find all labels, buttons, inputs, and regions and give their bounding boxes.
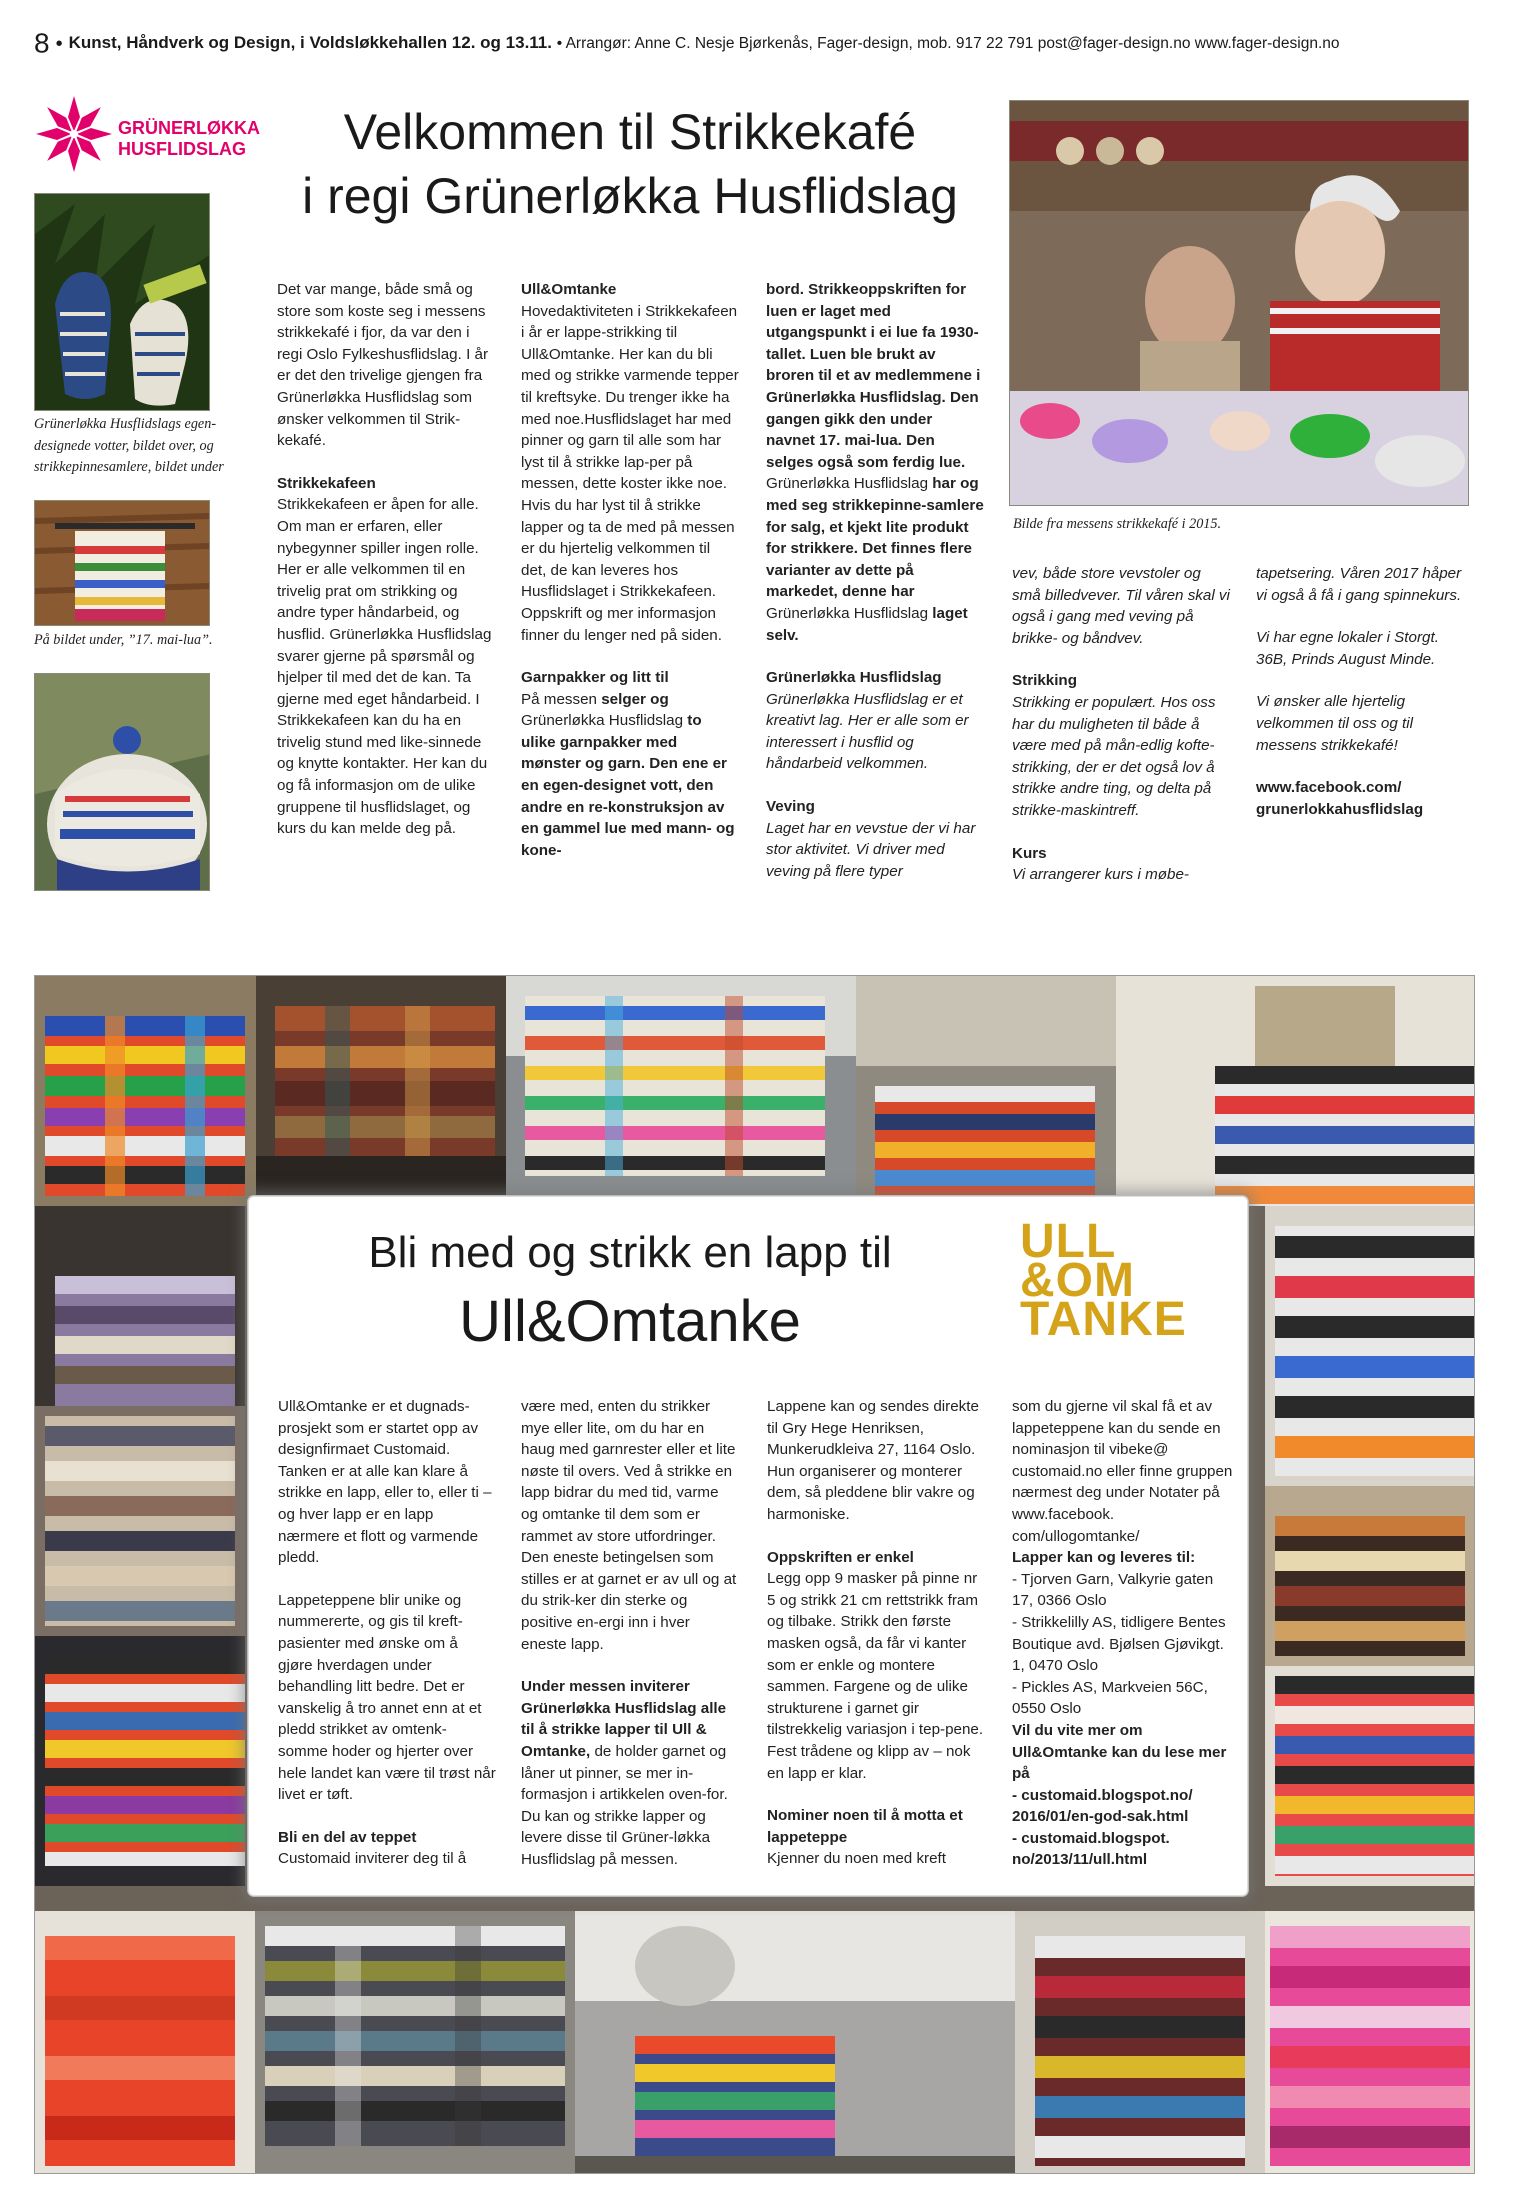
col3-text-b: Grünerløkka Husflidslag (766, 475, 933, 493)
col5-body-1: tapetsering. Våren 2017 håper vi også å få i gang spinnekurs. (1256, 565, 1462, 604)
col3-body-2: Grünerløkka Husflidslag er et kreativt lag. Her er alle som er interessert i husflid og håndarbeid velkommen. (766, 690, 969, 773)
col1-body: Strikkekafeen er åpen for alle. Om man er erfaren, eller nybegynner spiller ingen rolle. Her er alle velkommen til en trivelig prat om strikking og andre typer håndarbeid, og husflid. Grünerløkka Husflidslag svarer gjerne på spørsmål og hjelper til med det de kan. Ta gjerne med eget håndarbeid. I Strikkekafeen kan du ha en trivelig stund med like-sinnede og knytte kontakter. Her kan du og få informasjon om de ulike gruppene til husflidslaget, og kurs du kan melde deg på. (277, 496, 492, 838)
feature-c4-link-2[interactable]: - customaid.blogspot. no/2013/11/ull.html (1012, 1829, 1170, 1869)
mittens-photo (34, 193, 210, 411)
mittens-caption: Grünerløkka Husflidslags egen-designede votter, bildet over, og strikkepinnesamlere, bildet under (34, 416, 224, 475)
ull-logo-line-1: ULL (1020, 1215, 1117, 1268)
feature-col-1 (278, 1396, 496, 1870)
col3-text-a: bord. Strikkeoppskriften for luen er laget med utgangspunkt i ei lue fa 1930-tallet. Luen ble brukt av broren til et av medlemmene i Grünerløkka Husflidslag. Den gangen gikk den under navnet 17. mai-lua. Den selges også som ferdig lue. (766, 281, 981, 471)
col4-heading-2: Strikking (1012, 672, 1077, 690)
cafe-caption: Bilde fra messens strikkekafé i 2015. (1013, 516, 1222, 532)
hat-photo (34, 673, 210, 891)
needle-holder-photo (34, 500, 210, 626)
col2-heading-2: Garnpakker og litt til (521, 669, 669, 687)
logo-line-1: GRÜNERLØKKA (118, 118, 260, 138)
header-organizer: • Arrangør: Anne C. Nesje Bjørkenås, Fager-design, mob. 917 22 791 post@fager-design.no www.fager-design.no (556, 35, 1340, 52)
feature-col-4 (1012, 1396, 1238, 1871)
feature-title-2: Ull&Omtanke (459, 1289, 801, 1354)
article-col-2 (521, 279, 739, 861)
star-logo-icon (34, 94, 114, 174)
col2-text-a: På messen (521, 690, 602, 708)
col2-body-2 (521, 689, 739, 862)
ull-logo-line-2: &OM (1020, 1254, 1135, 1307)
feature-c1-body-2: Lappeteppene blir unike og nummererte, og gis til kreft-pasienter med ønske om å gjøre hverdagen under behandling litt bedre. Det er vanskelig å tro annet enn at et pledd strikket av omtenk-somme hoder og hjerter over hele landet kan være til trøst når livet er tøft. (278, 1591, 496, 1804)
feature-c4-body-1: som du gjerne vil skal få et av lappeteppene kan du sende en nominasjon til vibeke@ customaid.no eller finne gruppen nærmest deg under Notater på www.facebook. com/ullogomtanke/ (1012, 1398, 1233, 1545)
col4-heading-3: Kurs (1012, 844, 1047, 862)
col3-heading-2: Grünerløkka Husflidslag (766, 669, 942, 687)
feature-c1-heading-3: Bli en del av teppet (278, 1828, 417, 1846)
feature-c4-heading-2: Lapper kan og leveres til: (1012, 1549, 1196, 1567)
feature-c4-heading-3: Vil du vite mer om Ull&Omtanke kan du lese mer på (1012, 1721, 1227, 1783)
feature-c3-body-2: Legg opp 9 masker på pinne nr 5 og strikk 21 cm rettstrikk fram og tilbake. Strikk den første masken også, da får vi kanter som er enkle og montere sammen. Fargene og de ulike strukturene i garnet gir tilstrekkelig variasjon i tep-pene. Fest trådene og klipp av – nok en lapp er klar. (767, 1570, 984, 1782)
col2-text-b: selger og (601, 690, 669, 708)
feature-c4-link-1[interactable]: - customaid.blogspot.no/ 2016/01/en-god-sak.html (1012, 1786, 1193, 1826)
feature-col-2 (521, 1396, 739, 1870)
ull-omtanke-logo (1020, 1215, 1225, 1347)
feature-c3-body-1: Lappene kan og sendes direkte til Gry Hege Henriksen, Munkerudkleiva 27, 1164 Oslo. Hun organiserer og monterer dem, så pleddene blir vakre og harmoniske. (767, 1398, 979, 1523)
feature-c4-list-3: - Pickles AS, Markveien 56C, 0550 Oslo (1012, 1678, 1208, 1718)
col3-body-3: Laget har en vevstue der vi har stor aktivitet. Vi driver med veving på flere typer (766, 819, 976, 880)
article-title-line-1: Velkommen til Strikkekafé (343, 104, 917, 160)
col2-text-c: Grünerløkka Husflidslag (521, 712, 688, 730)
header-bullet: • (55, 32, 63, 55)
col5-body-2: Vi har egne lokaler i Storgt. 36B, Prinds August Minde. (1256, 629, 1439, 668)
husflidslag-logo (34, 104, 259, 166)
feature-col-3 (767, 1396, 985, 1870)
feature-c4-list-2: - Strikkelilly AS, tidligere Bentes Boutique avd. Bjølsen Gjøvikgt. 1, 0470 Oslo (1012, 1613, 1226, 1675)
col2-heading-1: Ull&Omtanke (521, 281, 617, 298)
feature-c2-body-1: være med, enten du strikker mye eller lite, om du har en haug med garnrester eller et lite nøste til overs. Ved å strikke en lapp bidrar du med tid, varme og omtanke til dem som er rammet av store utfordringer. Den eneste betingelsen som stilles er at garnet er av ull og at du strik-ker din sterke og positive en-ergi inn i hver eneste lapp. (521, 1398, 737, 1653)
feature-c3-heading-3: Nominer noen til å motta et lappeteppe (767, 1807, 963, 1846)
feature-c1-body-1: Ull&Omtanke er et dugnads-prosjekt som er startet opp av designfirmaet Customaid. Tanken er at alle kan klare å strikke en lapp, eller to, eller ti – og hver lapp er en lapp nærmere et flott og varmende pledd. (278, 1398, 492, 1567)
article-col-5 (1256, 563, 1471, 820)
feature-c2-text: de holder garnet og låner ut pinner, se mer in-formasjon i artikkelen oven-for. Du kan og strikke lapper og levere disse til Grüner-løkka Husflidslag på messen. (521, 1742, 728, 1868)
col2-text-d: to ulike garnpakker med mønster og garn. Den ene er en egen-designet vott, den andre en re-konstruksjon av en gammel lue med mann- og kone- (521, 712, 735, 859)
article-title (270, 100, 990, 228)
col4-body-3: Vi arrangerer kurs i møbe- (1012, 866, 1189, 884)
strikkekafe-photo (1009, 100, 1469, 506)
blanket-photo-1 (35, 976, 256, 1206)
page-header (34, 28, 1494, 62)
article-col-1 (277, 279, 495, 840)
article-title-line-2: i regi Grünerløkka Husflidslag (302, 168, 958, 224)
feature-c3-heading-2: Oppskriften er enkel (767, 1548, 914, 1566)
col3-body-1 (766, 279, 984, 646)
feature-c3-body-3: Kjenner du noen med kreft (767, 1850, 946, 1868)
header-title: Kunst, Håndverk og Design, i Voldsløkkehallen 12. og 13.11. (68, 33, 552, 52)
col1-heading: Strikkekafeen (277, 474, 376, 492)
article-col-3 (766, 279, 984, 882)
hat-caption: På bildet under, ”17. mai-lua”. (34, 632, 213, 648)
col1-intro: Det var mange, både små og store som koste seg i messens strikkekafé i fjor, da var den i regi Oslo Fylkeshusflidslag. I år er det den trivelige gjengen fra Grünerløkka Husflidslag som ønsker velkommen til Strik-kekafé. (277, 281, 489, 450)
col3-text-e: laget selv. (766, 604, 968, 644)
page-number: 8 (34, 27, 50, 59)
article-col-4 (1012, 563, 1232, 886)
feature-c4-list-1: - Tjorven Garn, Valkyrie gaten 17, 0366 Oslo (1012, 1570, 1214, 1610)
col5-body-3: Vi ønsker alle hjertelig velkommen til oss og til messens strikkekafé! (1256, 693, 1413, 754)
col4-body-1: vev, både store vevstoler og små billedvever. Til våren skal vi også i gang med veving på brikke- og båndvev. (1012, 565, 1230, 647)
facebook-link[interactable]: www.facebook.com/ grunerlokkahusflidslag (1256, 779, 1424, 818)
col3-text-c: har og med seg strikkepinne-samlere for salg, et kjekt lite produkt for strikkere. Det finnes flere varianter av dette på markedet, denne har (766, 475, 984, 601)
ull-logo-line-3: TANKE (1020, 1293, 1187, 1346)
feature-c2-body-2 (521, 1676, 739, 1870)
col3-text-d: Grünerløkka Husflidslag (766, 604, 933, 622)
col4-body-2: Strikking er populært. Hos oss har du muligheten til både å være med på mån-edlig kofte-strikking, der er det også lov å strikke andre ting, og delta på strikke-maskintreff. (1012, 693, 1216, 819)
feature-title-1: Bli med og strikk en lapp til (368, 1228, 892, 1277)
feature-c1-body-3: Customaid inviterer deg til å (278, 1850, 467, 1868)
col3-heading-3: Veving (766, 798, 815, 816)
feature-c2-heading: Under messen inviterer Grünerløkka Husflidslag alle til å strikke lapper til Ull & Omtanke, (521, 1678, 727, 1760)
logo-line-2: HUSFLIDSLAG (118, 139, 246, 159)
col2-body-1: Hovedaktiviteten i Strikkekafeen i år er lappe-strikking til Ull&Omtanke. Her kan du bli med og strikke varmende tepper til kreftsyke. Du trenger ikke ha med noe.Husflidslaget har med pinner og garn til alle som har lyst til å strikke lap-per på messen, dette koster ikke noe. Hvis du har lyst til å strikke lapper og ta de med på messen er du hjertelig velkommen til det, de kan leveres hos Husflidslaget i Strikkekafeen. Oppskrift og mer informasjon finner du lenger ned på siden. (521, 302, 739, 644)
